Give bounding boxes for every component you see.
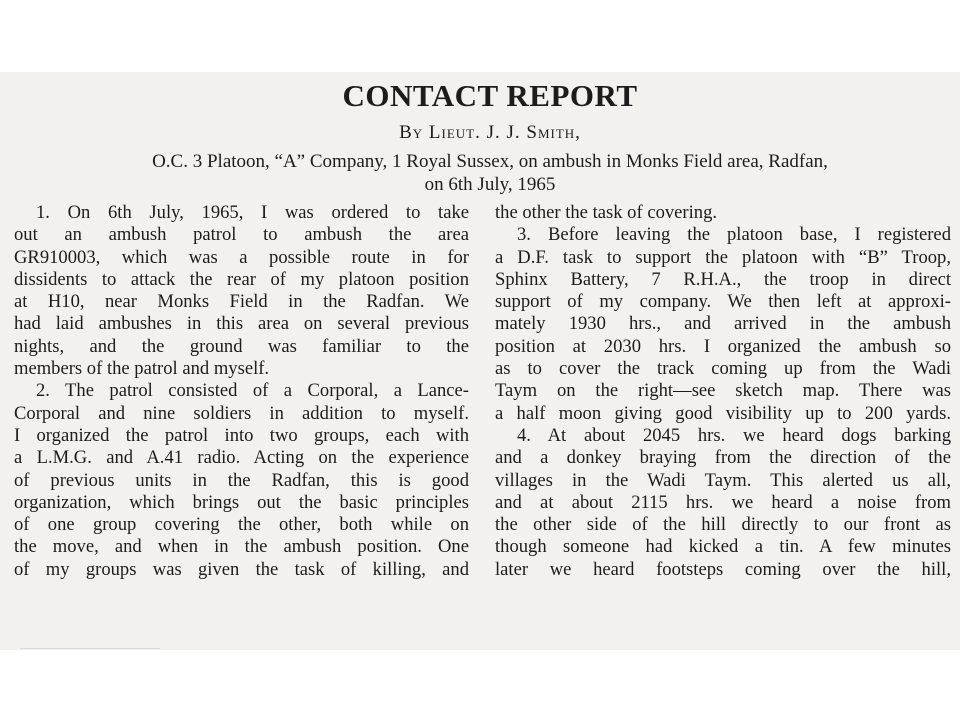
subtitle-line: on 6th July, 1965	[424, 174, 556, 195]
text-line: organization, which brings out the basic principles	[14, 491, 469, 513]
text-line: a L.M.G. and A.41 radio. Acting on the experience	[14, 447, 469, 469]
text-line: support of my company. We then left at approxi-	[495, 291, 951, 313]
text-line: the move, and when in the ambush position. One	[14, 536, 469, 558]
text-line: and a donkey braying from the direction of the	[495, 447, 951, 469]
scan-edge-rule	[20, 648, 160, 649]
text-line: had laid ambushes in this area on several previous	[14, 313, 469, 335]
text-line: out an ambush patrol to ambush the area	[14, 224, 469, 246]
text-line: nights, and the ground was familiar to the	[14, 335, 469, 357]
right-column	[495, 202, 951, 581]
text-line: 4. At about 2045 hrs. we heard dogs barking	[517, 424, 951, 446]
text-line: 1. On 6th July, 1965, I was ordered to take	[36, 202, 469, 223]
text-line: a half moon giving good visibility up to 200 yards.	[495, 402, 951, 424]
text-line: Sphinx Battery, 7 R.H.A., the troop in direct	[495, 268, 951, 290]
subtitle-line: O.C. 3 Platoon, “A” Company, 1 Royal Sussex, on ambush in Monks Field area, Radfan,	[152, 151, 828, 172]
text-line: position at 2030 hrs. I organized the ambush so	[495, 335, 951, 357]
text-line: I organized the patrol into two groups, each with	[14, 424, 469, 446]
text-line: villages in the Wadi Taym. This alerted us all,	[495, 469, 951, 491]
text-line: 2. The patrol consisted of a Corporal, a Lance-	[36, 380, 469, 402]
left-column	[14, 202, 469, 581]
text-line: the other the task of covering.	[495, 202, 718, 223]
text-line: a D.F. task to support the platoon with “B” Troop,	[495, 246, 951, 268]
text-line: mately 1930 hrs., and arrived in the ambush	[495, 313, 951, 335]
text-line: as to cover the track coming up from the Wadi	[495, 358, 951, 380]
text-line: at H10, near Monks Field in the Radfan. We	[14, 291, 469, 313]
text-line: later we heard footsteps coming over the hill,	[495, 558, 951, 580]
text-line: Taym on the right—see sketch map. There was	[495, 380, 951, 402]
text-line: of one group covering the other, both while on	[14, 514, 469, 536]
text-line: members of the patrol and myself.	[14, 358, 270, 380]
article-byline: By Lieut. J. J. Smith,	[399, 122, 581, 143]
text-line: and at about 2115 hrs. we heard a noise from	[495, 491, 951, 513]
text-line: 3. Before leaving the platoon base, I registered	[517, 224, 951, 246]
article-subtitle	[40, 150, 940, 196]
article-title: CONTACT REPORT	[342, 78, 638, 113]
text-line: of previous units in the Radfan, this is good	[14, 469, 469, 491]
text-line: the other side of the hill directly to our front as	[495, 514, 951, 536]
text-line: GR910003, which was a possible route in for	[14, 246, 469, 268]
text-line: though someone had kicked a tin. A few minutes	[495, 536, 951, 558]
text-line: of my groups was given the task of killing, and	[14, 558, 469, 580]
text-line: Corporal and nine soldiers in addition to myself.	[14, 402, 469, 424]
text-line: dissidents to attack the rear of my platoon position	[14, 268, 469, 290]
scanned-page	[0, 72, 960, 650]
